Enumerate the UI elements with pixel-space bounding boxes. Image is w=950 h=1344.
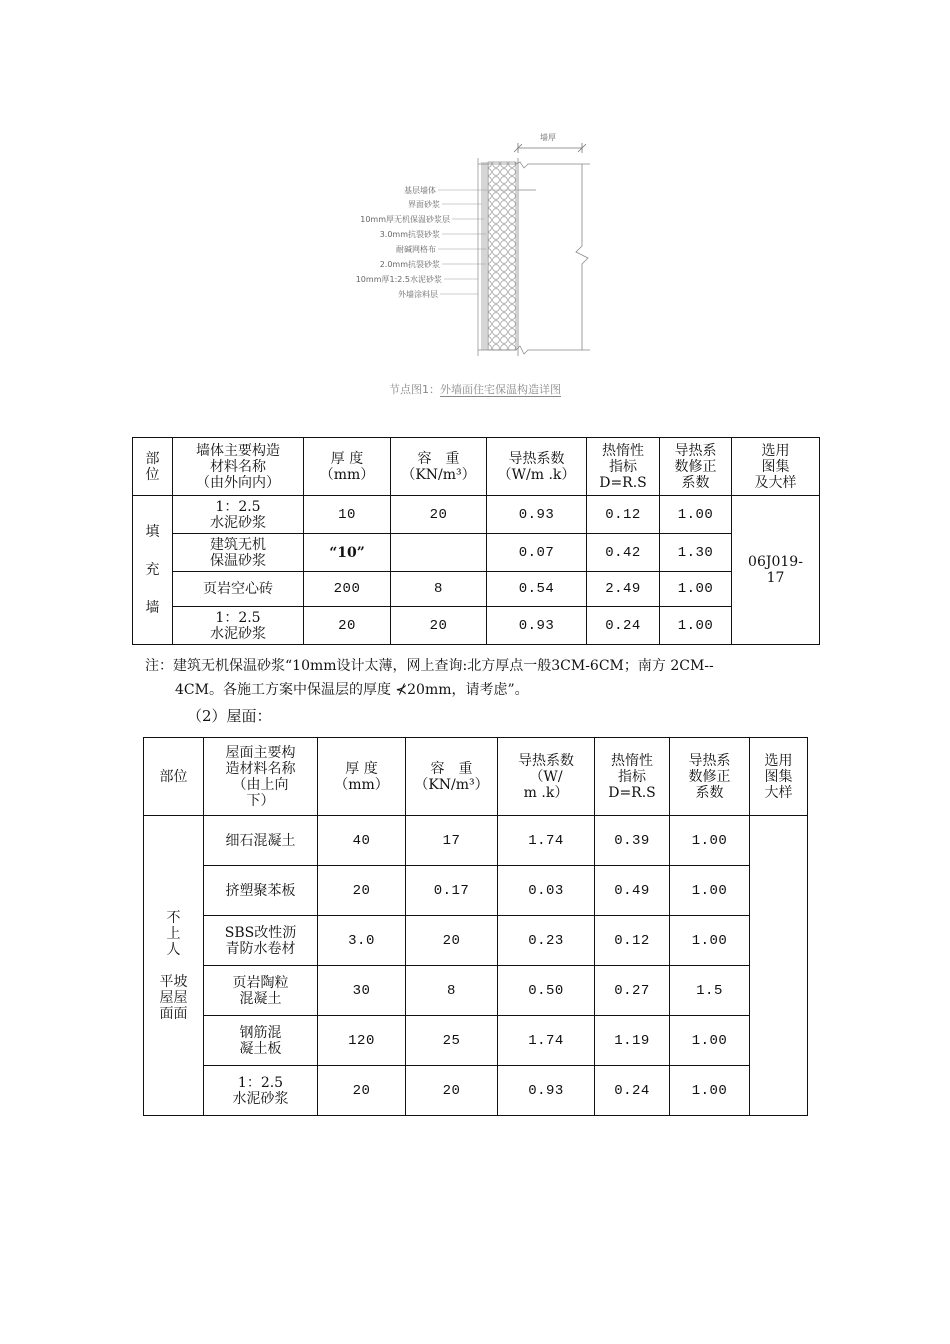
roof-material-table: [143, 737, 808, 1116]
material-cell: 1：2.5 水泥砂浆: [204, 1066, 318, 1116]
layer-label-3: 10mm厚无机保温砂浆层: [360, 215, 450, 224]
material-cell: 1：2.5 水泥砂浆: [173, 496, 304, 534]
wall-insulation-detail-diagram: [340, 128, 610, 360]
conductivity-cell: 0.93: [498, 1066, 595, 1116]
conductivity-cell: 0.93: [487, 607, 587, 645]
table-row: [133, 572, 820, 607]
correction-cell: 1.5: [670, 966, 750, 1016]
table-row: [144, 966, 808, 1016]
correction-cell: 1.00: [670, 866, 750, 916]
table-row: [144, 916, 808, 966]
atlas-cell: [750, 816, 808, 1116]
layer-label-2: 界面砂浆: [408, 200, 440, 209]
table-row: [133, 534, 820, 572]
inertia-cell: 0.12: [595, 916, 670, 966]
inertia-cell: 0.49: [595, 866, 670, 916]
table-row: [144, 816, 808, 866]
density-cell: 17: [406, 816, 498, 866]
header-thickness: 厚 度 （mm）: [304, 438, 391, 496]
density-cell: 8: [406, 966, 498, 1016]
thickness-cell: 200: [304, 572, 391, 607]
conductivity-cell: 0.07: [487, 534, 587, 572]
note-line-2: 4CM。各施工方案中保温层的厚度 ⊀20mm，请考虑”。: [175, 682, 529, 698]
part-char-1: 填: [145, 524, 160, 540]
material-cell: 建筑无机 保温砂浆: [173, 534, 304, 572]
correction-cell: 1.00: [660, 572, 732, 607]
correction-cell: 1.00: [670, 1066, 750, 1116]
material-cell: 挤塑聚苯板: [204, 866, 318, 916]
table-header-row: [133, 438, 820, 496]
table-header-row: [144, 738, 808, 816]
density-cell: 20: [391, 496, 487, 534]
layer-label-7: 10mm厚1:2.5水泥砂浆: [355, 275, 442, 284]
wall-thickness-label: 墙厚: [540, 133, 556, 142]
caption-title: 外墙面住宅保温构造详图: [440, 383, 561, 396]
material-cell: 页岩空心砖: [173, 572, 304, 607]
header-density: 容 重 （KN/m³）: [391, 438, 487, 496]
header-thickness: 厚 度 （mm）: [318, 738, 406, 816]
correction-cell: 1.00: [670, 916, 750, 966]
inertia-cell: 0.24: [587, 607, 660, 645]
thickness-cell: 10: [304, 496, 391, 534]
roof-heading: （2）屋面：: [187, 707, 272, 725]
header-conductivity: 导热系数 （W/ m .k）: [498, 738, 595, 816]
thickness-cell: 20: [318, 866, 406, 916]
correction-cell: 1.00: [660, 607, 732, 645]
header-correction: 导热系 数修正 系数: [670, 738, 750, 816]
density-cell: 20: [406, 1066, 498, 1116]
header-part: 部位: [144, 738, 204, 816]
thickness-cell: 30: [318, 966, 406, 1016]
part-char-2: 充: [145, 562, 160, 578]
density-cell: [391, 534, 487, 572]
conductivity-cell: 0.23: [498, 916, 595, 966]
conductivity-cell: 0.03: [498, 866, 595, 916]
conductivity-cell: 0.50: [498, 966, 595, 1016]
inertia-cell: 2.49: [587, 572, 660, 607]
material-cell: 页岩陶粒 混凝土: [204, 966, 318, 1016]
table-row: [144, 1016, 808, 1066]
density-cell: 20: [406, 916, 498, 966]
layer-label-1: 基层墙体: [404, 186, 436, 195]
header-material: 屋面主要构 造材料名称 （由上向 下）: [204, 738, 318, 816]
material-cell: 钢筋混 凝土板: [204, 1016, 318, 1066]
layer-label-4: 3.0mm抗裂砂浆: [379, 230, 440, 239]
table-row: [133, 496, 820, 534]
material-cell: 1：2.5 水泥砂浆: [173, 607, 304, 645]
layer-label-6: 2.0mm抗裂砂浆: [379, 260, 440, 269]
inertia-cell: 0.12: [587, 496, 660, 534]
caption-prefix: 节点图1：: [389, 383, 440, 396]
thickness-cell: 40: [318, 816, 406, 866]
atlas-cell: 06J019- 17: [732, 496, 820, 645]
correction-cell: 1.00: [670, 1016, 750, 1066]
table-row: [144, 1066, 808, 1116]
correction-cell: 1.00: [670, 816, 750, 866]
part-cell: 不 上 人 平坡 屋屋 面面: [144, 816, 204, 1116]
header-conductivity: 导热系数 （W/m .k）: [487, 438, 587, 496]
header-inertia: 热惰性 指标 D=R.S: [587, 438, 660, 496]
diagram-caption: [0, 381, 950, 397]
conductivity-cell: 0.54: [487, 572, 587, 607]
part-cell: [133, 496, 173, 645]
header-correction: 导热系 数修正 系数: [660, 438, 732, 496]
thickness-cell: 3.0: [318, 916, 406, 966]
thickness-cell: 120: [318, 1016, 406, 1066]
note-line-1: 注：建筑无机保温砂浆“10mm设计太薄，网上查询:北方厚点一般3CM-6CM；南方 2CM--: [145, 658, 714, 674]
table-row: [144, 866, 808, 916]
part-char-3: 墙: [145, 600, 160, 616]
inertia-cell: 0.42: [587, 534, 660, 572]
table-row: [133, 607, 820, 645]
density-cell: 8: [391, 572, 487, 607]
header-density: 容 重 （KN/m³）: [406, 738, 498, 816]
conductivity-cell: 1.74: [498, 1016, 595, 1066]
correction-cell: 1.30: [660, 534, 732, 572]
layer-label-5: 耐碱网格布: [396, 245, 436, 254]
wall-material-table: [132, 437, 820, 645]
inertia-cell: 0.27: [595, 966, 670, 1016]
header-material: 墙体主要构造 材料名称 （由外向内）: [173, 438, 304, 496]
density-cell: 0.17: [406, 866, 498, 916]
conductivity-cell: 1.74: [498, 816, 595, 866]
thickness-cell: 20: [304, 607, 391, 645]
thickness-cell: “10”: [304, 534, 391, 572]
density-cell: 20: [391, 607, 487, 645]
correction-cell: 1.00: [660, 496, 732, 534]
header-atlas: 选用 图集 大样: [750, 738, 808, 816]
header-atlas: 选用 图集 及大样: [732, 438, 820, 496]
inertia-cell: 1.19: [595, 1016, 670, 1066]
material-cell: 细石混凝土: [204, 816, 318, 866]
inertia-cell: 0.39: [595, 816, 670, 866]
header-inertia: 热惰性 指标 D=R.S: [595, 738, 670, 816]
density-cell: 25: [406, 1016, 498, 1066]
layer-label-8: 外墙涂料层: [398, 290, 438, 299]
header-part: 部 位: [133, 438, 173, 496]
conductivity-cell: 0.93: [487, 496, 587, 534]
thickness-cell: 20: [318, 1066, 406, 1116]
inertia-cell: 0.24: [595, 1066, 670, 1116]
material-cell: SBS改性沥 青防水卷材: [204, 916, 318, 966]
